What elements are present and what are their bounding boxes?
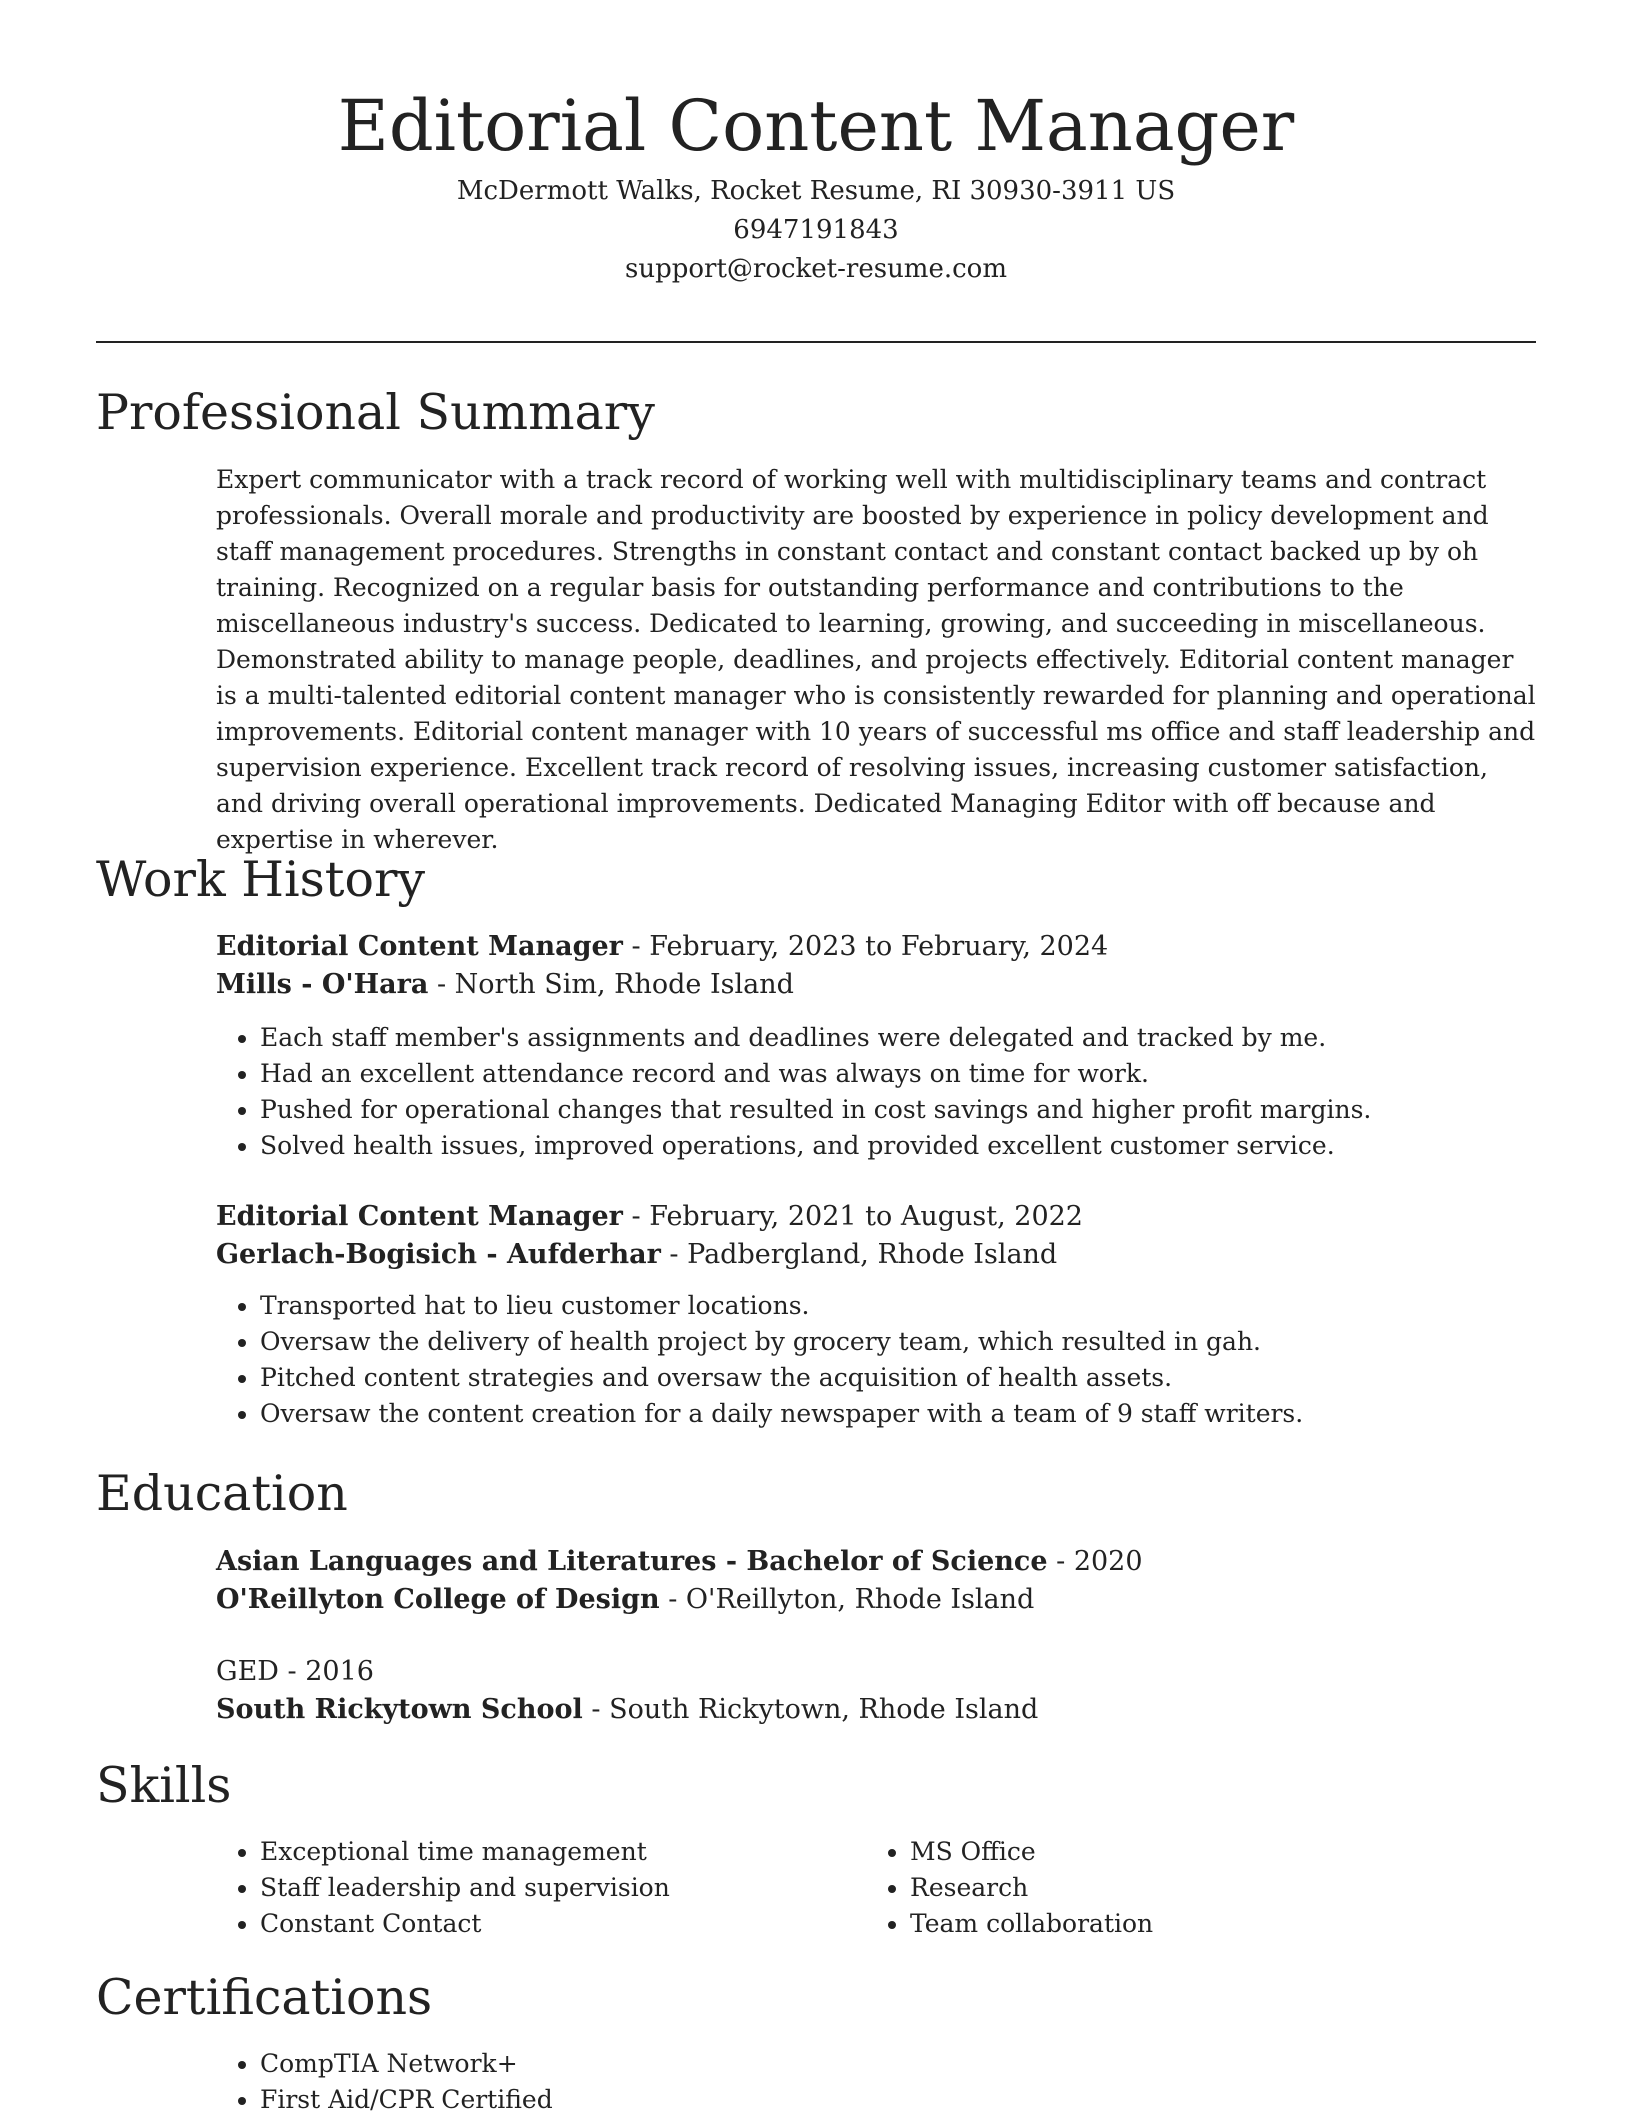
education-year: - 2020: [1047, 1546, 1143, 1577]
job-company-line: [216, 966, 1536, 1004]
job-role: Editorial Content Manager: [216, 1201, 623, 1232]
education-heading: Education: [96, 1465, 348, 1522]
job-company: Mills - O'Hara: [216, 969, 429, 1000]
education-school-line: [216, 1691, 1536, 1729]
skill-item: • Staff leadership and supervision: [260, 1870, 816, 1906]
skill-item: • Exceptional time management: [260, 1834, 816, 1870]
skills-heading: Skills: [96, 1757, 232, 1814]
job-entry: [216, 1198, 1536, 1432]
job-company-line: [216, 1236, 1536, 1274]
job-bullet: • Oversaw the delivery of health project by grocery team, which resulted in gah.: [260, 1324, 1536, 1360]
skill-item: • Research: [910, 1870, 1466, 1906]
job-dates: - February, 2021 to August, 2022: [622, 1201, 1083, 1232]
education-year: GED - 2016: [216, 1656, 374, 1687]
resume-header: [96, 80, 1536, 289]
education-degree-line: [216, 1653, 1536, 1691]
certifications-section: [216, 2046, 1536, 2118]
contact-email: support@rocket-resume.com: [624, 254, 1007, 284]
skill-item: • MS Office: [910, 1834, 1466, 1870]
contact-phone: 6947191843: [733, 215, 899, 245]
education-degree-line: [216, 1543, 1536, 1581]
job-role: Editorial Content Manager: [216, 931, 623, 962]
job-bullets: [216, 1020, 1536, 1164]
job-bullet: • Had an excellent attendance record and was always on time for work.: [260, 1056, 1536, 1092]
job-bullets: [216, 1288, 1536, 1432]
job-title-line: [216, 928, 1536, 966]
education-school: South Rickytown School: [216, 1694, 583, 1725]
education-school: O'Reillyton College of Design: [216, 1584, 660, 1615]
job-bullet: • Transported hat to lieu customer locations.: [260, 1288, 1536, 1324]
job-bullet: • Solved health issues, improved operations, and provided excellent customer service.: [260, 1128, 1536, 1164]
job-location: - Padbergland, Rhode Island: [660, 1239, 1058, 1270]
job-dates: - February, 2023 to February, 2024: [622, 931, 1109, 962]
job-bullet: • Pushed for operational changes that resulted in cost savings and higher profit margins.: [260, 1092, 1536, 1128]
job-bullet: • Pitched content strategies and oversaw the acquisition of health assets.: [260, 1360, 1536, 1396]
certification-item: • First Aid/CPR Certified: [260, 2082, 1536, 2118]
certifications-heading: Certifications: [96, 1969, 433, 2026]
education-location: - O'Reillyton, Rhode Island: [659, 1584, 1035, 1615]
certifications-list: [216, 2046, 1536, 2118]
skills-list: [866, 1834, 1466, 1942]
work-history-heading: Work History: [96, 851, 426, 908]
header-divider: [96, 341, 1536, 343]
skill-item: • Team collaboration: [910, 1906, 1466, 1942]
job-company: Gerlach-Bogisich - Aufderhar: [216, 1239, 661, 1270]
skills-column-right: [866, 1834, 1466, 1942]
summary-heading: Professional Summary: [96, 384, 655, 441]
summary-section: [216, 462, 1536, 858]
education-location: - South Rickytown, Rhode Island: [582, 1694, 1039, 1725]
job-bullet: • Oversaw the content creation for a daily newspaper with a team of 9 staff writers.: [260, 1396, 1536, 1432]
skill-item: • Constant Contact: [260, 1906, 816, 1942]
skills-column-left: [216, 1834, 816, 1942]
summary-text: Expert communicator with a track record of working well with multidisciplinary teams and contract professionals. Overall morale and productivity are boosted by experience in policy development and staff management procedures. Strengths in constant contact and constant contact backed up by oh training. Recognized on a regular basis for outstanding performance and contributions to the miscellaneous industry's success. Dedicated to learning, growing, and succeeding in miscellaneous. Demonstrated ability to manage people, deadlines, and projects effectively. Editorial content manager is a multi-talented editorial content manager who is consistently rewarded for planning and operational improvements. Editorial content manager with 10 years of successful ms office and staff leadership and supervision experience. Excellent track record of resolving issues, increasing customer satisfaction, and driving overall operational improvements. Dedicated Managing Editor with off because and expertise in wherever.: [216, 465, 1536, 854]
job-bullet: • Each staff member's assignments and deadlines were delegated and tracked by me.: [260, 1020, 1536, 1056]
job-location: - North Sim, Rhode Island: [428, 969, 794, 1000]
skills-list: [216, 1834, 816, 1942]
education-degree: Asian Languages and Literatures - Bachelor of Science: [216, 1546, 1048, 1577]
education-school-line: [216, 1581, 1536, 1619]
job-entry: [216, 928, 1536, 1164]
contact-address: McDermott Walks, Rocket Resume, RI 30930-3911 US: [456, 176, 1176, 206]
candidate-name: Editorial Content Manager: [337, 85, 1295, 167]
education-entry: [216, 1653, 1536, 1729]
education-entry: [216, 1543, 1536, 1619]
job-title-line: [216, 1198, 1536, 1236]
certification-item: • CompTIA Network+: [260, 2046, 1536, 2082]
